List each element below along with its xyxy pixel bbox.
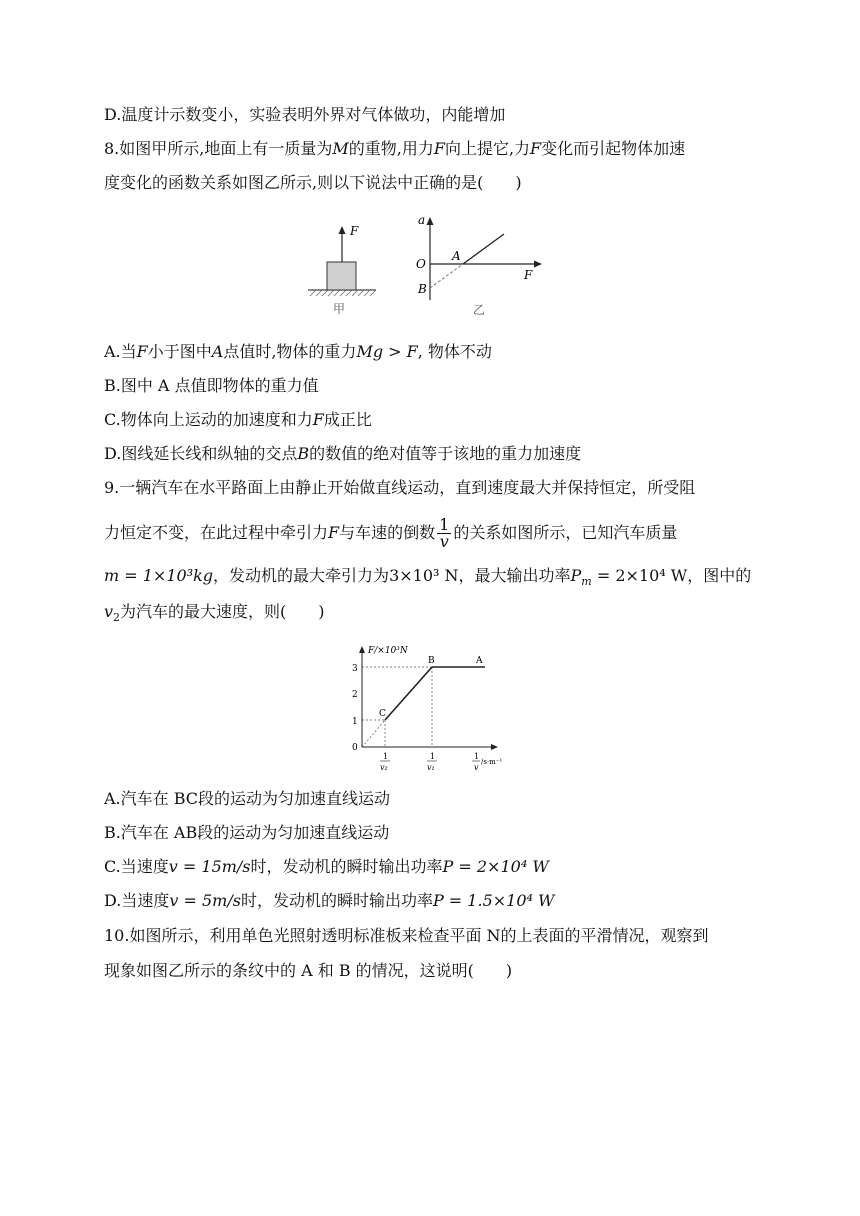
a-axis-label: a	[418, 213, 426, 227]
point-b: B	[428, 656, 435, 666]
q10-stem-line1: 10.如图所示，利用单色光照射透明标准板来检查平面 N的上表面的平滑情况，观察到	[104, 926, 709, 945]
x-label-den: v	[474, 763, 479, 772]
x-tick-2-den: v₁	[427, 763, 435, 772]
x-tick-1-den: v₂	[380, 763, 388, 772]
q9-f-vs-reciprocal-v-graph	[340, 638, 510, 776]
point-a-label: A	[452, 249, 461, 263]
y-tick-0: 0	[352, 743, 358, 753]
x-label-num: 1	[474, 752, 480, 761]
q8-stem-line1: 8.如图甲所示,地面上有一质量为M的重物,用力F向上提它,力F变化而引起物体加速	[104, 139, 686, 158]
force-label: F	[350, 224, 359, 238]
q9-stem-line3: m = 1×10³kg，发动机的最大牵引力为3×10³ N，最大输出功率$P_m = 2\times 10^4$ W，图中的	[104, 566, 752, 589]
y-tick-1: 1	[352, 717, 358, 727]
q9-option-c: C.当速度v = 15m/s时，发动机的瞬时输出功率P = 2×10⁴ W	[104, 857, 549, 876]
q8-option-a: A.当F小于图中A点值时,物体的重力Mg > F, 物体不动	[104, 342, 492, 361]
y-tick-2: 2	[352, 690, 358, 700]
q8-stem-line2: 度变化的函数关系如图乙所示,则以下说法中正确的是( )	[104, 173, 522, 192]
x-tick-1-num: 1	[383, 752, 389, 761]
y-axis-label: F/×10³N	[368, 646, 408, 656]
x-tick-2-num: 1	[430, 752, 436, 761]
jia-label: 甲	[333, 302, 346, 316]
point-c: C	[379, 709, 386, 719]
q9-stem-line1: 9.一辆汽车在水平路面上由静止开始做直线运动，直到速度最大并保持恒定，所受阻	[104, 478, 696, 497]
q9-option-d: D.当速度v = 5m/s时，发动机的瞬时输出功率P = 1.5×10⁴ W	[104, 891, 555, 910]
q9-option-a: A.汽车在 BC段的运动为匀加速直线运动	[104, 789, 391, 808]
q10-stem-line2: 现象如图乙所示的条纹中的 A 和 B 的情况，这说明( )	[104, 961, 513, 980]
q8-option-d: D.图线延长线和纵轴的交点B的数值的绝对值等于该地的重力加速度	[104, 444, 582, 463]
reciprocal-v-fraction: $\frac{1}{v}$	[439, 515, 450, 551]
q7-option-d: D.温度计示数变小，实验表明外界对气体做功，内能增加	[104, 105, 506, 124]
y-tick-3: 3	[352, 664, 358, 674]
point-a: A	[476, 656, 483, 666]
q8-option-c: C.物体向上运动的加速度和力F成正比	[104, 410, 372, 429]
q8-figure-yi	[408, 210, 558, 322]
q9-option-b: B.汽车在 AB段的运动为匀加速直线运动	[104, 823, 390, 842]
f-axis-label: F	[524, 268, 533, 282]
q8-figure-jia	[300, 212, 390, 322]
origin-label: O	[416, 257, 426, 271]
yi-label: 乙	[473, 303, 486, 317]
q9-stem-line2: 力恒定不变，在此过程中牵引力F与车速的倒数 $\frac{1}{v}$ 的关系如图所示，已知汽车质量	[104, 515, 678, 551]
point-b-label: B	[418, 282, 427, 296]
q8-option-b: B.图中 A 点值即物体的重力值	[104, 376, 319, 395]
block	[327, 262, 356, 290]
q9-stem-line4: $v_2$为汽车的最大速度，则( )	[104, 602, 325, 625]
x-label-unit: /s·m⁻¹	[481, 758, 503, 766]
